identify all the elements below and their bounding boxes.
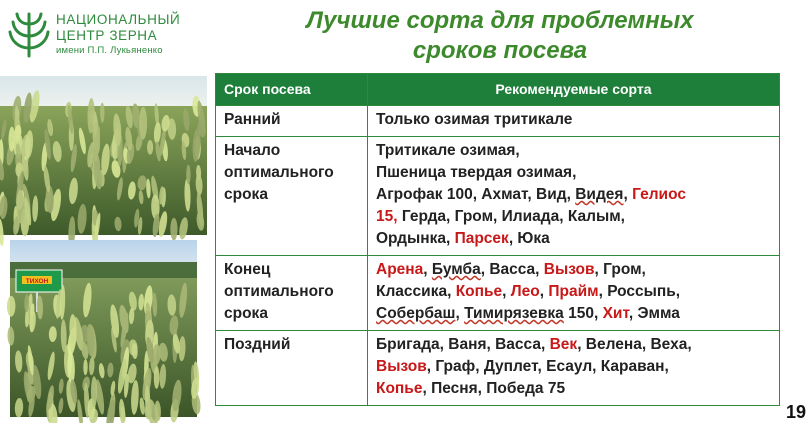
varieties-cell bbox=[368, 331, 780, 406]
varieties-cell bbox=[368, 137, 780, 256]
varieties-line bbox=[376, 378, 771, 400]
logo-line-1: НАЦИОНАЛЬНЫЙ bbox=[56, 12, 181, 27]
variety-text: Только озимая тритикале bbox=[376, 111, 573, 128]
variety-text: Бригада, Ваня, Васса, bbox=[376, 336, 550, 353]
varieties-line bbox=[376, 162, 771, 184]
table-row bbox=[216, 331, 780, 406]
sowing-term-cell bbox=[216, 331, 368, 406]
header-recommended-varieties: Рекомендуемые сорта bbox=[368, 74, 780, 106]
variety-text: , Граф, Дуплет, Есаул, Караван, bbox=[426, 358, 669, 375]
variety-text: Герда, Гром, Илиада, Калым, bbox=[397, 208, 625, 225]
sowing-term-line: Ранний bbox=[224, 111, 281, 128]
wheat-plot-photo bbox=[10, 240, 197, 417]
variety-text: Бумба bbox=[431, 261, 481, 278]
highlighted-variety: 15, bbox=[376, 208, 398, 225]
variety-text: , bbox=[539, 283, 549, 300]
varieties-cell bbox=[368, 256, 780, 331]
variety-text: , Россыпь, bbox=[598, 283, 681, 300]
highlighted-variety: Арена bbox=[376, 261, 424, 278]
wheat-ear bbox=[139, 107, 147, 140]
variety-text: Видея bbox=[575, 186, 624, 203]
title-line-1: Лучшие сорта для проблемных bbox=[306, 7, 694, 34]
varieties-line bbox=[376, 356, 771, 378]
variety-text: , bbox=[423, 261, 432, 278]
variety-text: , Велена, Веха, bbox=[577, 336, 692, 353]
wheat-field-photo bbox=[0, 76, 207, 235]
highlighted-variety: Лео bbox=[510, 283, 540, 300]
logo-line-2: ЦЕНТР ЗЕРНА bbox=[56, 28, 158, 43]
varieties-line bbox=[376, 109, 771, 131]
wheat-ear bbox=[147, 140, 153, 155]
variety-text: Классика, bbox=[376, 283, 456, 300]
sowing-term-cell bbox=[216, 256, 368, 331]
varieties-line bbox=[376, 140, 771, 162]
sign-label: ТИХОН bbox=[25, 278, 49, 285]
table-header-row bbox=[216, 74, 780, 106]
variety-text: Тимирязевка bbox=[464, 305, 564, 322]
sowing-term-cell bbox=[216, 106, 368, 137]
highlighted-variety: Век bbox=[549, 336, 578, 353]
table-row bbox=[216, 256, 780, 331]
highlighted-variety: Копье bbox=[376, 380, 423, 397]
variety-text: , bbox=[623, 186, 633, 203]
variety-text: , Гром, bbox=[594, 261, 646, 278]
varieties-cell bbox=[368, 106, 780, 137]
highlighted-variety: Вызов bbox=[376, 358, 427, 375]
highlighted-variety: Парсек bbox=[454, 230, 509, 247]
highlighted-variety: Копье bbox=[455, 283, 503, 300]
variety-text: Пшеница твердая озимая, bbox=[376, 164, 577, 181]
sowing-term-line: Начало bbox=[224, 142, 281, 159]
highlighted-variety: Гелиос bbox=[632, 186, 686, 203]
variety-text: , Юка bbox=[508, 230, 550, 247]
sowing-term-line: срока bbox=[224, 186, 268, 203]
variety-text: Ордынка, bbox=[376, 230, 455, 247]
highlighted-variety: Прайм bbox=[548, 283, 599, 300]
table-row bbox=[216, 137, 780, 256]
sowing-term-line: Конец bbox=[224, 261, 271, 278]
varieties-line bbox=[376, 281, 771, 303]
logo-line-3: имени П.П. Лукьяненко bbox=[56, 45, 163, 56]
header-sowing-term: Срок посева bbox=[216, 74, 368, 106]
logo bbox=[6, 6, 196, 60]
variety-text: , Эмма bbox=[628, 305, 680, 322]
title-line-2: сроков посева bbox=[412, 37, 588, 64]
wheat-ear bbox=[170, 218, 177, 241]
varieties-line bbox=[376, 334, 771, 356]
variety-text: Агрофак 100, Ахмат, Вид, bbox=[376, 186, 576, 203]
sowing-term-line: оптимального bbox=[224, 283, 334, 300]
sowing-term-line: срока bbox=[224, 305, 268, 322]
variety-text: , Васса, bbox=[480, 261, 544, 278]
variety-text: , Песня, Победа 75 bbox=[422, 380, 566, 397]
wheat-ear bbox=[91, 376, 97, 407]
variety-text: Тритикале озимая, bbox=[376, 142, 520, 159]
highlighted-variety: Хит bbox=[602, 305, 629, 322]
variety-text: , bbox=[502, 283, 511, 300]
variety-text: 150, bbox=[563, 305, 603, 322]
varieties-line bbox=[376, 228, 771, 250]
sowing-term-line: оптимального bbox=[224, 164, 334, 181]
varieties-line bbox=[376, 259, 771, 281]
varieties-line bbox=[376, 303, 771, 325]
highlighted-variety: Вызов bbox=[543, 261, 595, 278]
varieties-table bbox=[215, 73, 780, 406]
page-number: 19 bbox=[785, 402, 806, 422]
slide-title bbox=[200, 6, 800, 66]
wheat-logo-icon bbox=[8, 8, 50, 58]
sowing-term-line: Поздний bbox=[224, 336, 291, 353]
table-row bbox=[216, 106, 780, 137]
varieties-line bbox=[376, 184, 771, 206]
variety-text: Собербаш bbox=[376, 305, 456, 322]
variety-text: , bbox=[455, 305, 465, 322]
sowing-term-cell bbox=[216, 137, 368, 256]
varieties-line bbox=[376, 206, 771, 228]
